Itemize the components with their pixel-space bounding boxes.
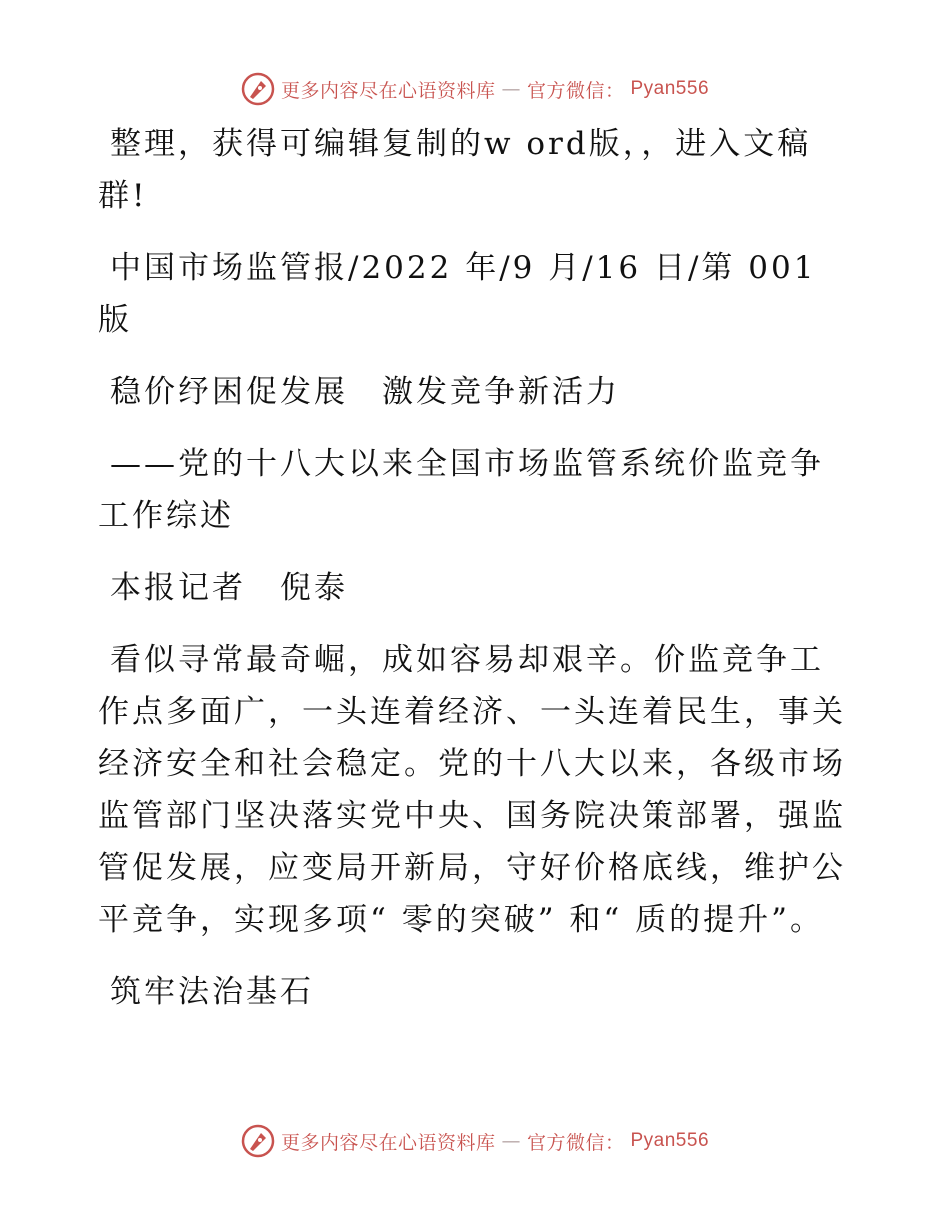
document-body: [98, 118, 853, 1018]
byline: 本报记者 倪泰: [110, 570, 348, 606]
watermark-label: 官方微信：: [526, 79, 625, 102]
section-heading: 筑牢法治基石: [110, 974, 314, 1010]
pen-nib-logo-icon: [241, 72, 275, 106]
source-line: 中国市场监管报/2022 年/9 月/16 日/第 001 版: [98, 250, 817, 338]
watermark-separator: —: [501, 1130, 521, 1152]
intro-paragraph: 整理，获得可编辑复制的w ord版，，进入文稿群!: [98, 126, 812, 214]
header-watermark: [0, 72, 950, 106]
watermark-wechat-id: Pyan556: [630, 78, 710, 99]
headline: 稳价纾困促发展 激发竞争新活力: [110, 374, 620, 410]
body-paragraph: 看似寻常最奇崛，成如容易却艰辛。价监竞争工作点多面广，一头连着经济、一头连着民生，事关经济安全和社会稳定。党的十八大以来，各级市场监管部门坚决落实党中央、国务院决策部署，强监管促发展，应变局开新局，守好价格底线，维护公平竞争，实现多项“ 零的突破” 和“ 质的提升”。: [98, 642, 846, 938]
footer-watermark: [0, 1124, 950, 1158]
watermark-separator: —: [501, 78, 521, 100]
subheadline: ——党的十八大以来全国市场监管系统价监竞争工作综述: [98, 446, 824, 534]
watermark-label: 官方微信：: [526, 1131, 625, 1154]
watermark-wechat-id: Pyan556: [630, 1130, 710, 1151]
pen-nib-logo-icon: [241, 1124, 275, 1158]
watermark-text: 更多内容尽在心语资料库: [280, 79, 496, 102]
watermark-text: 更多内容尽在心语资料库: [280, 1131, 496, 1154]
